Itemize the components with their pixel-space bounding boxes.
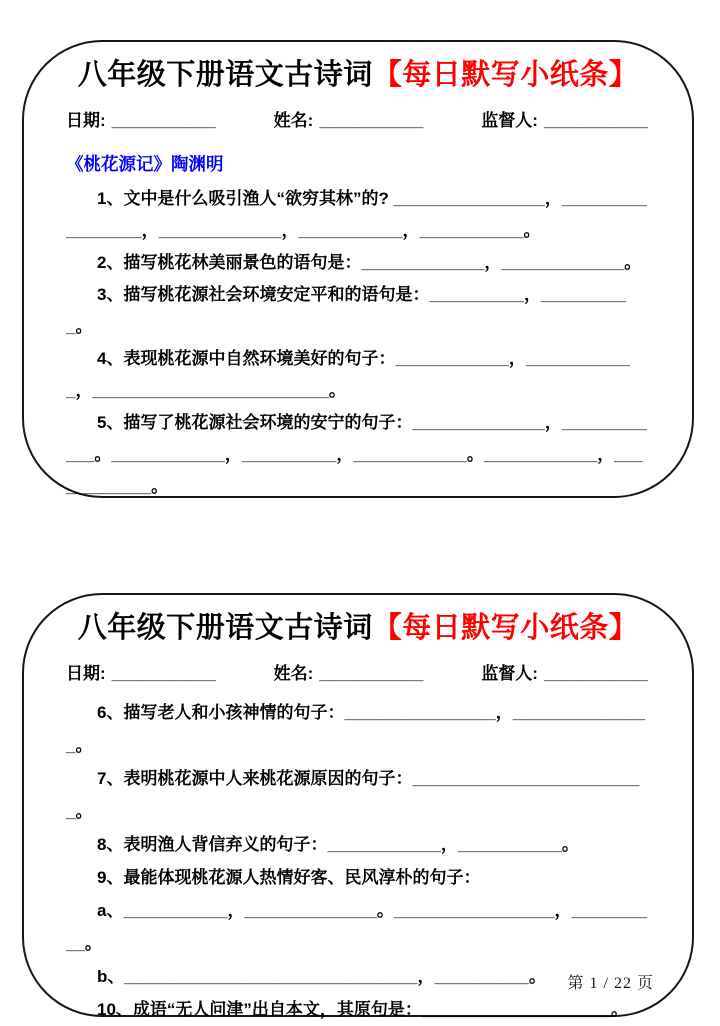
supervisor-field: [481, 663, 648, 685]
supervisor-blank: ___________: [543, 664, 648, 683]
question-3: 3、描写桃花源社会环境安定平和的语句是：__________，__________。: [66, 285, 627, 336]
question-8: 8、表明渔人背信弃义的句子：____________，___________。: [97, 835, 579, 854]
question-9: 9、最能体现桃花源人热情好客、民风淳朴的句子：: [97, 868, 481, 887]
info-header-row: [24, 663, 692, 685]
supervisor-label: 监督人:: [481, 111, 538, 130]
question-4: 4、表现桃花源中自然环境美好的句子：____________，____________，_________________________。: [66, 349, 630, 400]
page-title-main: 八年级下册语文古诗词: [77, 612, 373, 644]
date-label: 日期:: [66, 664, 106, 683]
page-title: [24, 57, 692, 93]
worksheet-page-2: [22, 593, 694, 1017]
supervisor-blank: ___________: [543, 111, 648, 130]
page-title-highlight: 【每日默写小纸条】: [372, 59, 639, 91]
question-list-1: [24, 183, 692, 503]
name-label: 姓名:: [273, 111, 314, 130]
date-blank: ___________: [111, 111, 216, 130]
supervisor-field: [481, 110, 648, 132]
question-1: 1、文中是什么吸引渔人“欲穷其林”的? ________________，_________________，_____________，___________，___________。: [66, 189, 647, 240]
info-header-row: [24, 110, 692, 132]
question-9-sub-a: a、___________，______________。_________________，__________。: [66, 901, 648, 953]
name-blank: ___________: [319, 111, 424, 130]
page-title-highlight: 【每日默写小纸条】: [372, 612, 639, 644]
date-blank: ___________: [111, 664, 216, 683]
name-field: [274, 663, 424, 685]
question-9-sub-b: b、_______________________________，__________。: [97, 967, 547, 986]
name-field: [274, 110, 424, 132]
question-6: 6、描写老人和小孩神情的句子：________________，_______________。: [66, 703, 646, 755]
question-10: 10、成语“无人问津”出自本文，其原句是：____________________。: [97, 1000, 629, 1019]
date-label: 日期:: [66, 111, 106, 130]
name-label: 姓名:: [273, 664, 314, 683]
page-title-main: 八年级下册语文古诗词: [77, 59, 373, 91]
date-field: [66, 110, 216, 132]
name-blank: ___________: [319, 664, 424, 683]
question-2: 2、描写桃花林美丽景色的语句是：_____________，_____________。: [97, 253, 642, 272]
page-number: 第 1 / 22 页: [567, 975, 654, 992]
page-title: [24, 610, 692, 646]
worksheet-page-1: [22, 40, 694, 498]
question-7: 7、表明桃花源中人来桃花源原因的句子：_________________________。: [66, 769, 640, 821]
question-5: 5、描写了桃花源社会环境的安宁的句子：______________，____________。____________，__________，____________。____________，____________。: [66, 413, 647, 496]
supervisor-label: 监督人:: [481, 664, 538, 683]
section-heading-taohuayuanji: 《桃花源记》陶渊明: [66, 154, 224, 174]
date-field: [66, 663, 216, 685]
